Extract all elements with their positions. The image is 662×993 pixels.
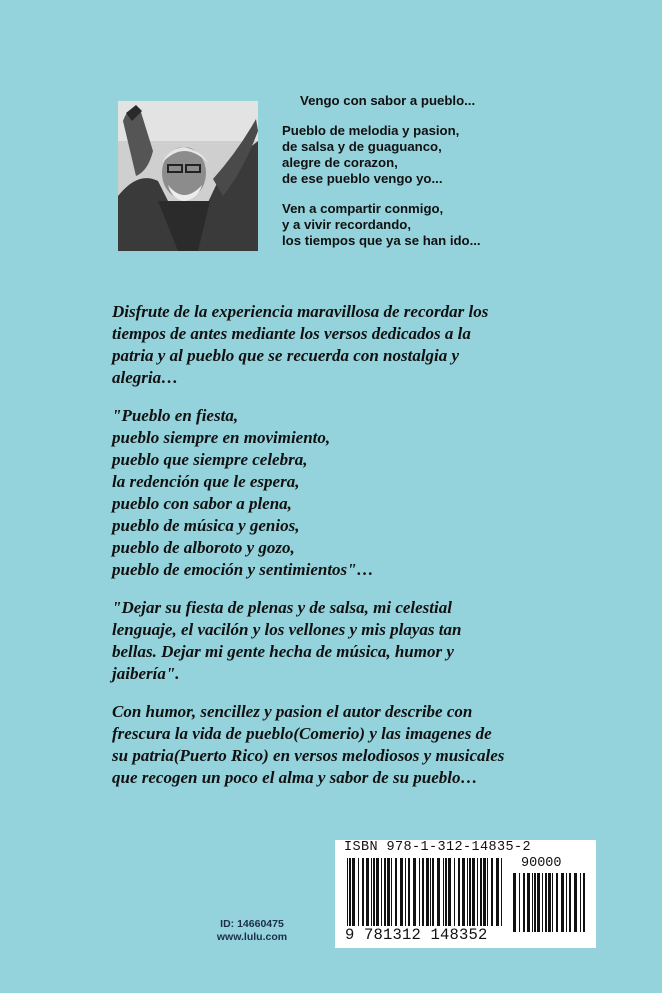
barcode-bar <box>513 873 516 932</box>
barcode-bar <box>458 858 460 926</box>
barcode-bar <box>556 873 558 932</box>
barcode-bar <box>400 858 403 926</box>
barcode-bar <box>376 858 379 926</box>
barcode-bar <box>430 858 431 926</box>
barcode-bar <box>566 873 567 932</box>
barcode-bar <box>574 873 577 932</box>
description-block <box>112 301 562 805</box>
description-line: pueblo con sabor a plena, <box>112 494 292 513</box>
barcode-bar <box>472 858 475 926</box>
barcode-bar <box>448 858 451 926</box>
barcode-bar <box>352 858 355 926</box>
description-line: Disfrute de la experiencia maravillosa de recordar los <box>112 302 489 321</box>
barcode-bar <box>395 858 397 926</box>
barcode-bar <box>387 858 390 926</box>
barcode-bar <box>483 858 486 926</box>
barcode-bar <box>487 858 488 926</box>
barcode-bar <box>432 858 434 926</box>
barcode-bar <box>467 858 468 926</box>
isbn-text: ISBN 978-1-312-14835-2 <box>344 840 532 855</box>
poem-stanza <box>282 201 542 249</box>
description-line: lenguaje, el vacilón y los vellones y mis playas tan <box>112 620 462 639</box>
publisher-url: www.lulu.com <box>216 931 288 943</box>
barcode-digits: 9 781312 148352 <box>345 926 488 944</box>
barcode-bar <box>362 858 364 926</box>
description-paragraph <box>112 701 562 789</box>
barcode-bar <box>580 873 581 932</box>
barcode-bar <box>408 858 410 926</box>
barcode-bar <box>419 858 420 926</box>
description-line: pueblo de alboroto y gozo, <box>112 538 295 557</box>
description-line: pueblo siempre en movimiento, <box>112 428 331 447</box>
poem-block <box>282 93 542 249</box>
barcode-bar <box>373 858 375 926</box>
barcode-bar <box>561 873 564 932</box>
barcode-bar <box>548 873 551 932</box>
description-line: que recogen un poco el alma y sabor de su pueblo… <box>112 768 478 787</box>
barcode-bar <box>583 873 585 932</box>
description-line: su patria(Puerto Rico) en versos melodiosos y musicales <box>112 746 505 765</box>
description-paragraph <box>112 301 562 389</box>
barcode-bar <box>534 873 536 932</box>
description-line: pueblo de música y genios, <box>112 516 300 535</box>
barcode-bar <box>366 858 369 926</box>
poem-line: de salsa y de guaguanco, <box>282 139 442 154</box>
barcode-bar <box>381 858 382 926</box>
poem-line: los tiempos que ya se han ido... <box>282 233 481 248</box>
barcode-bar <box>537 873 540 932</box>
barcode-bar <box>426 858 429 926</box>
description-line: frescura la vida de pueblo(Comerio) y las imagenes de <box>112 724 492 743</box>
author-photo <box>118 101 258 251</box>
description-line: pueblo de emoción y sentimientos"… <box>112 560 374 579</box>
barcode-bar <box>371 858 372 926</box>
barcode-bar <box>358 858 359 926</box>
poem-line: Pueblo de melodia y pasion, <box>282 123 460 138</box>
description-paragraph <box>112 405 562 581</box>
barcode-bar <box>480 858 482 926</box>
barcode-bar <box>527 873 530 932</box>
description-line: patria y al pueblo que se recuerda con nostalgia y <box>112 346 460 365</box>
author-photo-image <box>118 101 258 251</box>
poem-stanza <box>282 123 542 187</box>
description-paragraph <box>112 597 562 685</box>
poem-line: y a vivir recordando, <box>282 217 411 232</box>
barcode-bar <box>443 858 444 926</box>
description-line: "Pueblo en fiesta, <box>112 406 239 425</box>
poem-line: Ven a compartir conmigo, <box>282 201 444 216</box>
description-line: la redención que le espera, <box>112 472 300 491</box>
barcode-bar <box>422 858 424 926</box>
barcode-bar <box>405 858 406 926</box>
publisher-id: ID: 14660475 <box>220 918 284 930</box>
barcode-bar <box>349 858 351 926</box>
barcode-bar <box>545 873 547 932</box>
barcode-bar <box>384 858 386 926</box>
barcode-bar <box>437 858 440 926</box>
publisher-info <box>212 918 292 944</box>
description-line: alegria… <box>112 368 179 387</box>
barcode-bar <box>519 873 520 932</box>
description-line: pueblo que siempre celebra, <box>112 450 308 469</box>
barcode-bar <box>496 858 499 926</box>
barcode-bar <box>569 873 571 932</box>
price-code: 90000 <box>521 856 562 871</box>
barcode-bar <box>542 873 543 932</box>
barcode-bar <box>523 873 525 932</box>
barcode-bar <box>347 858 348 926</box>
poem-line: de ese pueblo vengo yo... <box>282 171 443 186</box>
description-line: bellas. Dejar mi gente hecha de música, humor y <box>112 642 454 661</box>
description-line: tiempos de antes mediante los versos dedicados a la <box>112 324 471 343</box>
barcode-bar <box>552 873 553 932</box>
poem-line: alegre de corazon, <box>282 155 398 170</box>
description-line: jaibería". <box>112 664 180 683</box>
barcode-bar <box>462 858 465 926</box>
barcode-bar <box>469 858 471 926</box>
barcode-bar <box>501 858 502 926</box>
description-line: "Dejar su fiesta de plenas y de salsa, mi celestial <box>112 598 452 617</box>
description-line: Con humor, sencillez y pasion el autor describe con <box>112 702 473 721</box>
barcode-bar <box>491 858 493 926</box>
barcode-bar <box>477 858 478 926</box>
barcode-bar <box>445 858 447 926</box>
barcode-bar <box>391 858 392 926</box>
barcode-bar <box>454 858 455 926</box>
poem-title: Vengo con sabor a pueblo... <box>300 93 476 108</box>
isbn-barcode <box>335 840 596 948</box>
barcode-bar <box>532 873 533 932</box>
barcode-bar <box>413 858 416 926</box>
